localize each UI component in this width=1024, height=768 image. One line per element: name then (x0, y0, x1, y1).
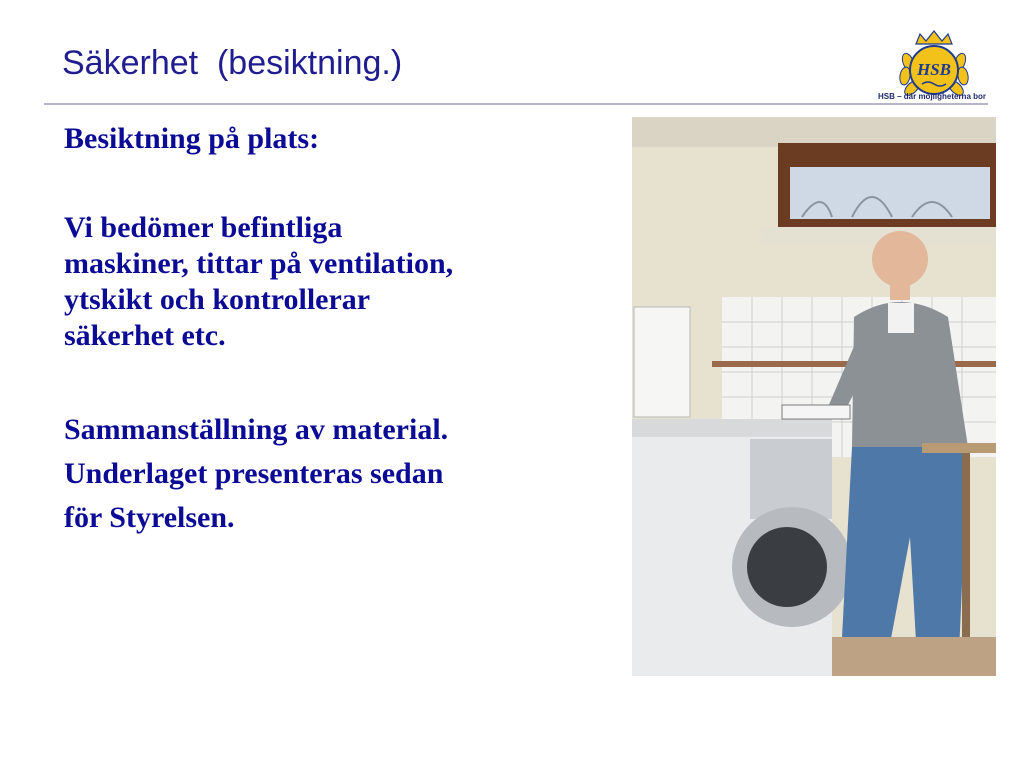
photo-notice (634, 307, 690, 417)
slide-title: Säkerhet (besiktning.) (62, 44, 403, 82)
logo-tagline: HSB – där möjligheterna bor (877, 92, 987, 101)
summary-line: Underlaget presenteras sedan (64, 457, 444, 490)
heading-besiktning: Besiktning på plats: (64, 122, 320, 155)
summary-line: Sammanställning av material. (64, 413, 449, 446)
photo-washer-panel (750, 439, 832, 519)
photo-table-top (922, 443, 996, 453)
summary-line: för Styrelsen. (64, 501, 235, 534)
photo-clipboard (782, 405, 850, 419)
paragraph-line: maskiner, tittar på ventilation, (64, 247, 454, 280)
inspection-paragraph (64, 210, 624, 354)
paragraph-line: säkerhet etc. (64, 319, 226, 352)
photo-man-neck (890, 282, 910, 300)
logo-crown (916, 31, 952, 44)
paragraph-line: ytskikt och kontrollerar (64, 283, 371, 316)
photo-man-tshirt (888, 303, 914, 333)
summary-paragraph (64, 408, 624, 540)
photo-table-leg (962, 453, 970, 643)
paragraph-line: Vi bedömer befintliga (64, 211, 343, 244)
laundry-room-photo (632, 117, 996, 676)
photo-floor (832, 637, 996, 676)
logo-letters: HSB (916, 60, 952, 79)
title-divider (44, 103, 988, 105)
photo-man-head (872, 231, 928, 287)
photo-ceiling (632, 117, 996, 147)
photo-washer-drum (747, 527, 827, 607)
